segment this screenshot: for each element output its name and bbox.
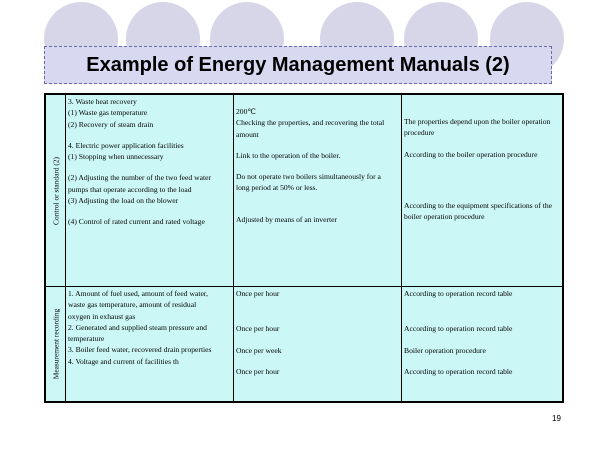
cell-text: oxygen in exhaust gas <box>68 311 136 321</box>
cell-text: long period at 50% or less. <box>236 183 318 193</box>
cell-text: Once per hour <box>236 289 280 298</box>
page-number: 19 <box>552 414 561 423</box>
cell-text: Link to the operation of the boiler. <box>236 150 341 160</box>
cell-text: Once per hour <box>236 366 280 376</box>
cell-text: (2) Recovery of steam drain <box>68 119 154 129</box>
cell-text: Boiler operation procedure <box>404 345 486 355</box>
section-label-cell <box>46 95 66 287</box>
table-row-measurement <box>46 287 563 402</box>
cell-text: 4. Electric power application facilities <box>68 140 184 150</box>
measurement-col1-cell <box>66 287 234 402</box>
cell-text: amount <box>236 129 259 139</box>
cell-text: 3. Waste heat recovery <box>68 97 137 106</box>
cell-text: pumps that operate according to the load <box>68 184 192 194</box>
control-col1-cell <box>66 95 234 287</box>
cell-text: According to the equipment specifications of the <box>404 200 553 210</box>
slide-title: Example of Energy Management Manuals (2) <box>86 53 510 76</box>
section-label-control: Control or standard (2) <box>50 156 60 225</box>
table-row-control <box>46 95 563 287</box>
measurement-col3-cell <box>402 287 563 402</box>
cell-text: (1) Stopping when unnecessary <box>68 152 164 162</box>
cell-text: temperature <box>68 334 105 344</box>
cell-text: procedure <box>404 128 435 138</box>
cell-text: 1. Amount of fuel used, amount of feed water, <box>68 289 208 298</box>
section-label-measurement: Measurement recording <box>50 308 60 380</box>
cell-text: (3) Adjusting the load on the blower <box>68 196 179 206</box>
cell-text: waste gas temperature, amount of residual <box>68 300 197 310</box>
cell-text: Checking the properties, and recovering the total <box>236 118 385 128</box>
section-label-cell <box>46 287 66 402</box>
cell-text: Once per hour <box>236 324 280 334</box>
cell-text: Adjusted by means of an inverter <box>236 214 338 224</box>
cell-text: 3. Boiler feed water, recovered drain properties <box>68 345 212 355</box>
cell-text: 2. Generated and supplied steam pressure and <box>68 322 207 332</box>
control-col2-cell <box>234 95 402 287</box>
cell-text: (1) Waste gas temperature <box>68 108 148 118</box>
cell-text: Do not operate two boilers simultaneously for a <box>236 172 381 182</box>
cell-text: boiler operation procedure <box>404 212 485 222</box>
control-col3-cell <box>402 95 563 287</box>
cell-text: According to operation record table <box>404 366 513 376</box>
manual-table-grid <box>45 94 563 402</box>
cell-text: (2) Adjusting the number of the two feed water <box>68 173 211 183</box>
cell-text: According to operation record table <box>404 289 513 298</box>
cell-text: According to operation record table <box>404 324 513 334</box>
title-box <box>44 46 552 84</box>
cell-text: Once per week <box>236 345 282 355</box>
measurement-col2-cell <box>234 287 402 402</box>
cell-text: The properties depend upon the boiler operation <box>404 117 551 126</box>
cell-text: According to the boiler operation procedure <box>404 149 538 159</box>
manual-table <box>44 93 564 403</box>
cell-text: 4. Voltage and current of facilities th <box>68 356 179 366</box>
cell-text: 200℃ <box>236 107 256 116</box>
cell-text: (4) Control of rated current and rated voltage <box>68 217 205 227</box>
